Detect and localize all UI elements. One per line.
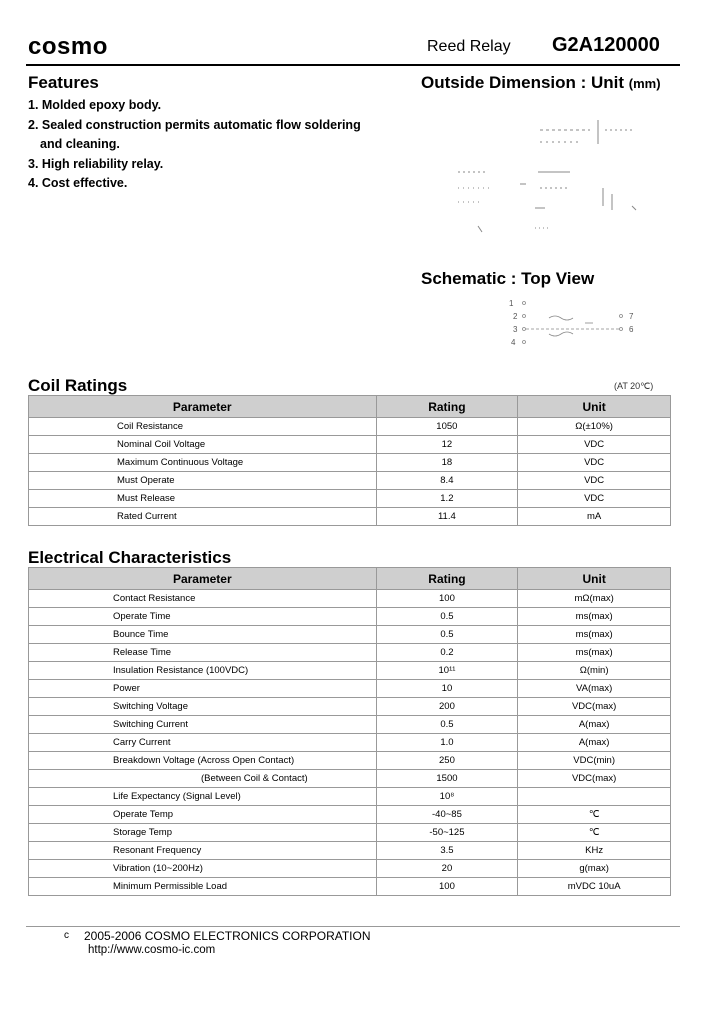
part-number: G2A120000 xyxy=(552,34,660,56)
unit-cell: mA xyxy=(518,508,671,526)
table-row xyxy=(29,698,671,716)
feature-item: 2. Sealed construction permits automatic flow soldering xyxy=(28,117,361,132)
parameter-cell: Insulation Resistance (100VDC) xyxy=(29,662,377,680)
rating-cell: 3.5 xyxy=(376,842,518,860)
electrical-characteristics-table xyxy=(28,567,671,896)
rating-cell: 0.5 xyxy=(376,608,518,626)
unit-cell: mΩ(max) xyxy=(518,590,671,608)
parameter-cell: Storage Temp xyxy=(29,824,377,842)
pin-label: 1 xyxy=(509,299,514,308)
features-title: Features xyxy=(28,73,99,92)
unit-cell: g(max) xyxy=(518,860,671,878)
table-row xyxy=(29,680,671,698)
parameter-cell: Carry Current xyxy=(29,734,377,752)
parameter-cell: (Between Coil & Contact) xyxy=(29,770,377,788)
rating-cell: 12 xyxy=(376,436,518,454)
parameter-cell: Contact Resistance xyxy=(29,590,377,608)
rating-cell: 1.2 xyxy=(376,490,518,508)
feature-item: 4. Cost effective. xyxy=(28,176,128,190)
unit-cell xyxy=(518,788,671,806)
dimension-drawing xyxy=(440,110,680,250)
copyright-symbol: c xyxy=(64,930,69,941)
parameter-cell: Coil Resistance xyxy=(29,418,377,436)
column-header: Unit xyxy=(518,568,671,590)
coil-ratings-table xyxy=(28,395,671,526)
parameter-cell: Must Operate xyxy=(29,472,377,490)
table-row xyxy=(29,436,671,454)
unit-cell: A(max) xyxy=(518,734,671,752)
table-row xyxy=(29,490,671,508)
rating-cell: 250 xyxy=(376,752,518,770)
parameter-cell: Operate Time xyxy=(29,608,377,626)
rating-cell: 10¹¹ xyxy=(376,662,518,680)
parameter-cell: Bounce Time xyxy=(29,626,377,644)
pin-label: 3 xyxy=(513,325,518,334)
unit-cell: VDC(max) xyxy=(518,698,671,716)
parameter-cell: Must Release xyxy=(29,490,377,508)
rating-cell: 1.0 xyxy=(376,734,518,752)
table-row xyxy=(29,626,671,644)
table-header-row xyxy=(29,568,671,590)
table-row xyxy=(29,824,671,842)
pin-label: 7 xyxy=(629,312,634,321)
feature-item: and cleaning. xyxy=(40,137,120,151)
unit-cell: Ω(min) xyxy=(518,662,671,680)
parameter-cell: Life Expectancy (Signal Level) xyxy=(29,788,377,806)
unit-cell: VDC(min) xyxy=(518,752,671,770)
feature-item: 1. Molded epoxy body. xyxy=(28,98,162,112)
unit-cell: VA(max) xyxy=(518,680,671,698)
table-row xyxy=(29,734,671,752)
rating-cell: -40~85 xyxy=(376,806,518,824)
table-row xyxy=(29,508,671,526)
table-header-row xyxy=(29,396,671,418)
parameter-cell: Rated Current xyxy=(29,508,377,526)
rating-cell: 200 xyxy=(376,698,518,716)
table-row xyxy=(29,788,671,806)
rating-cell: 11.4 xyxy=(376,508,518,526)
parameter-cell: Vibration (10~200Hz) xyxy=(29,860,377,878)
table-row xyxy=(29,472,671,490)
column-header: Unit xyxy=(518,396,671,418)
column-header: Parameter xyxy=(29,396,377,418)
unit-cell: ms(max) xyxy=(518,626,671,644)
pin-label: 6 xyxy=(629,325,634,334)
rating-cell: 8.4 xyxy=(376,472,518,490)
pin-label: 4 xyxy=(511,338,516,347)
schematic-diagram xyxy=(495,298,645,350)
header-divider xyxy=(26,64,680,66)
website-url[interactable]: http://www.cosmo-ic.com xyxy=(88,944,216,956)
rating-cell: 1500 xyxy=(376,770,518,788)
schematic-title: Schematic : Top View xyxy=(421,269,595,288)
unit-cell: VDC xyxy=(518,454,671,472)
table-row xyxy=(29,878,671,896)
unit-cell: VDC(max) xyxy=(518,770,671,788)
pin-label: 2 xyxy=(513,312,518,321)
table-row xyxy=(29,860,671,878)
table-row xyxy=(29,842,671,860)
parameter-cell: Breakdown Voltage (Across Open Contact) xyxy=(29,752,377,770)
table-row xyxy=(29,752,671,770)
rating-cell: 0.2 xyxy=(376,644,518,662)
electrical-title: Electrical Characteristics xyxy=(28,548,232,567)
copyright-text: 2005-2006 COSMO ELECTRONICS CORPORATION xyxy=(84,929,371,943)
table-row xyxy=(29,590,671,608)
parameter-cell: Minimum Permissible Load xyxy=(29,878,377,896)
parameter-cell: Nominal Coil Voltage xyxy=(29,436,377,454)
rating-cell: 0.5 xyxy=(376,626,518,644)
unit-cell: A(max) xyxy=(518,716,671,734)
rating-cell: 18 xyxy=(376,454,518,472)
unit-cell: KHz xyxy=(518,842,671,860)
unit-cell: Ω(±10%) xyxy=(518,418,671,436)
table-row xyxy=(29,806,671,824)
table-row xyxy=(29,454,671,472)
column-header: Rating xyxy=(376,568,518,590)
table-row xyxy=(29,644,671,662)
unit-cell: ℃ xyxy=(518,824,671,842)
parameter-cell: Resonant Frequency xyxy=(29,842,377,860)
column-header: Rating xyxy=(376,396,518,418)
rating-cell: 0.5 xyxy=(376,716,518,734)
document-type: Reed Relay xyxy=(427,38,511,55)
brand-logo: cosmo xyxy=(28,33,108,60)
unit-cell: mVDC 10uA xyxy=(518,878,671,896)
parameter-cell: Operate Temp xyxy=(29,806,377,824)
table-row xyxy=(29,662,671,680)
features-list xyxy=(28,96,361,194)
parameter-cell: Switching Voltage xyxy=(29,698,377,716)
unit-cell: ms(max) xyxy=(518,644,671,662)
table-row xyxy=(29,770,671,788)
unit-cell: ℃ xyxy=(518,806,671,824)
coil-ratings-title: Coil Ratings xyxy=(28,376,128,395)
table-row xyxy=(29,608,671,626)
table-row xyxy=(29,418,671,436)
dimension-unit: (mm) xyxy=(628,76,661,91)
table-row xyxy=(29,716,671,734)
unit-cell: VDC xyxy=(518,472,671,490)
footer-divider xyxy=(26,926,680,927)
feature-item: 3. High reliability relay. xyxy=(28,156,164,171)
unit-cell: VDC xyxy=(518,490,671,508)
dimension-title-text: Outside Dimension : Unit xyxy=(421,73,625,92)
dimension-title xyxy=(421,73,661,93)
rating-cell: 10⁸ xyxy=(376,788,518,806)
rating-cell: 10 xyxy=(376,680,518,698)
parameter-cell: Switching Current xyxy=(29,716,377,734)
parameter-cell: Power xyxy=(29,680,377,698)
unit-cell: VDC xyxy=(518,436,671,454)
rating-cell: 20 xyxy=(376,860,518,878)
ambient-temperature-note: (AT 20℃) xyxy=(614,381,654,391)
unit-cell: ms(max) xyxy=(518,608,671,626)
rating-cell: -50~125 xyxy=(376,824,518,842)
parameter-cell: Maximum Continuous Voltage xyxy=(29,454,377,472)
column-header: Parameter xyxy=(29,568,377,590)
rating-cell: 1050 xyxy=(376,418,518,436)
parameter-cell: Release Time xyxy=(29,644,377,662)
rating-cell: 100 xyxy=(376,590,518,608)
rating-cell: 100 xyxy=(376,878,518,896)
